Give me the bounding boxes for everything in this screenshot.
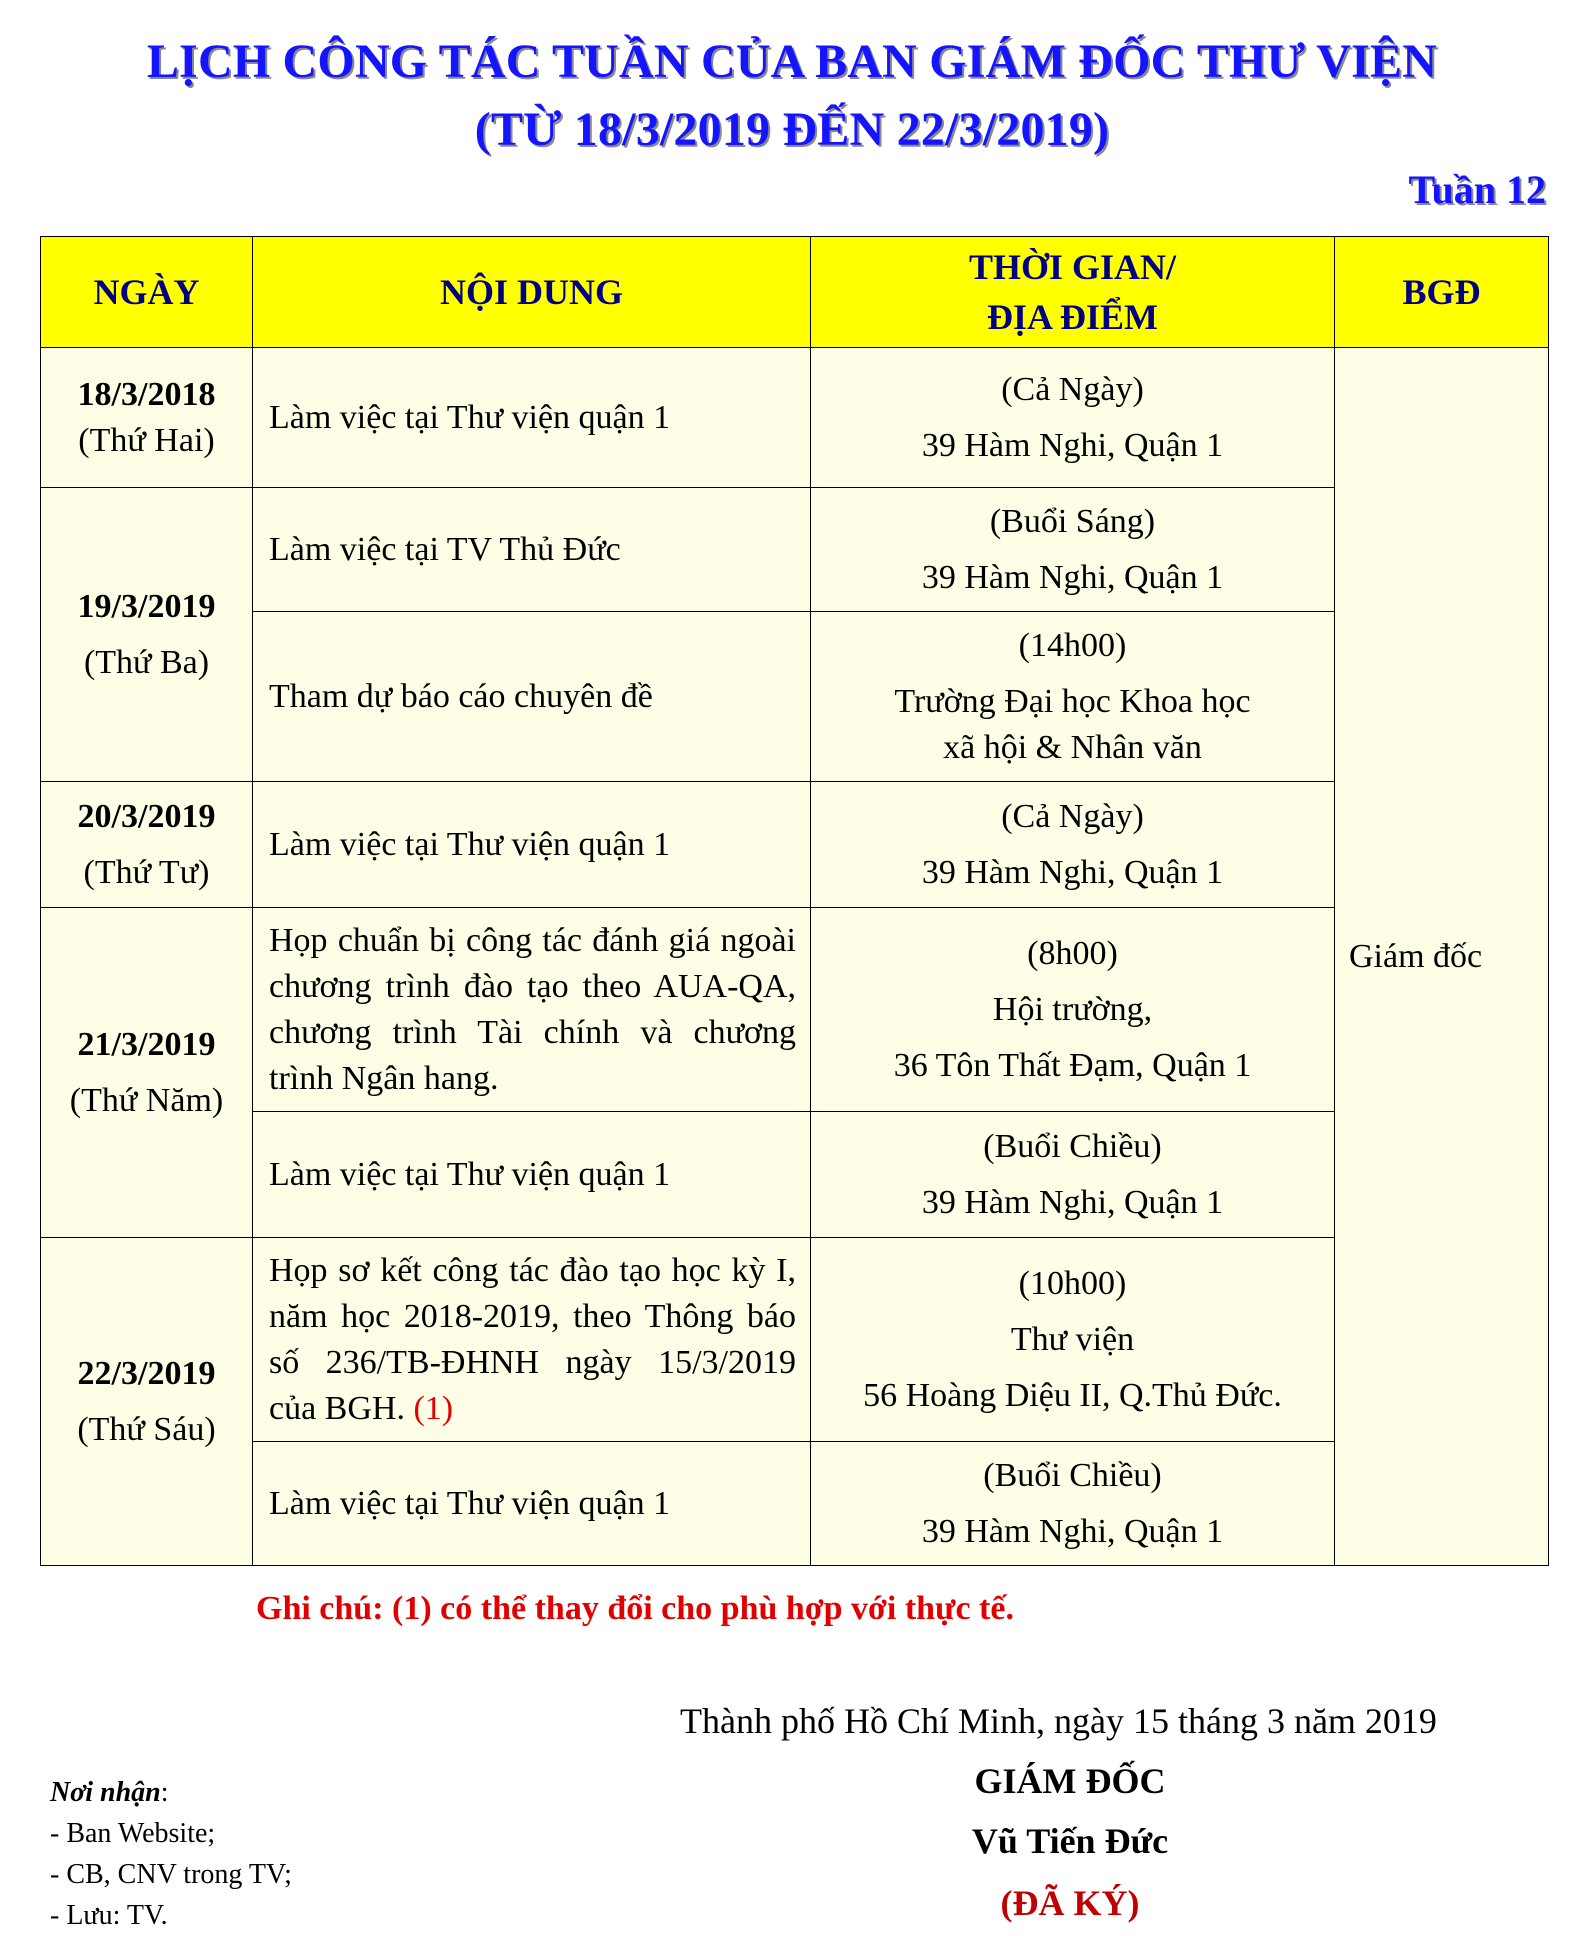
time-place-cell: [811, 488, 1335, 612]
weekday-label: (Thứ Hai): [78, 421, 215, 459]
date-value: 21/3/2019: [77, 1025, 216, 1063]
recipients-block: [50, 1772, 292, 1936]
signature-name: Vũ Tiến Đức: [971, 1821, 1169, 1861]
content-cell: Làm việc tại TV Thủ Đức: [253, 488, 811, 612]
time-place-cell: [811, 908, 1335, 1112]
header-bgd: BGĐ: [1335, 237, 1549, 348]
signature-place-date: Thành phố Hồ Chí Minh, ngày 15 tháng 3 năm 2019: [680, 1701, 1437, 1741]
header-time-line2: ĐỊA ĐIỂM: [986, 297, 1159, 337]
place-value: 39 Hàm Nghi, Quận 1: [921, 1512, 1224, 1550]
place-value: Thư viện: [1010, 1320, 1135, 1358]
table-row: [41, 348, 1549, 488]
week-number: Tuần 12: [1408, 167, 1546, 212]
time-place-cell: [811, 1442, 1335, 1566]
time-value: (Buổi Chiều): [983, 1456, 1162, 1494]
header-time-line1: THỜI GIAN/: [968, 247, 1177, 287]
place-value: 39 Hàm Nghi, Quận 1: [921, 1183, 1224, 1221]
place-value: 39 Hàm Nghi, Quận 1: [921, 426, 1224, 464]
header-content: NỘI DUNG: [253, 237, 811, 348]
signature-status: (ĐÃ KÝ): [1000, 1883, 1140, 1923]
bgd-cell: Giám đốc: [1335, 348, 1549, 1566]
recipient-item: - Ban Website;: [50, 1818, 216, 1849]
content-cell: Làm việc tại Thư viện quận 1: [253, 1112, 811, 1238]
table-row: [41, 1238, 1549, 1442]
content-cell: Họp chuẩn bị công tác đánh giá ngoài chương trình đào tạo theo AUA-QA, chương trình Tài chính và chương trình Ngân hang.: [253, 908, 811, 1112]
weekday-label: (Thứ Ba): [83, 643, 210, 681]
time-place-cell: [811, 1112, 1335, 1238]
weekday-label: (Thứ Sáu): [77, 1410, 216, 1448]
recipients-colon: :: [160, 1777, 169, 1808]
date-cell: [41, 782, 253, 908]
content-cell: [253, 1238, 811, 1442]
date-value: 19/3/2019: [77, 587, 216, 625]
date-cell: [41, 488, 253, 782]
place-value: Hội trường,: [992, 990, 1153, 1028]
table-row: [41, 782, 1549, 908]
place-value: 36 Tôn Thất Đạm, Quận 1: [893, 1046, 1252, 1084]
time-value: (8h00): [1027, 934, 1118, 972]
place-value: 39 Hàm Nghi, Quận 1: [921, 853, 1224, 891]
content-text: Họp sơ kết công tác đào tạo học kỳ I, năm học 2018-2019, theo Thông báo số 236/TB-ĐHNH ngày 15/3/2019 của BGH.: [269, 1251, 796, 1427]
time-value: (14h00): [1018, 626, 1127, 664]
schedule-table: [40, 236, 1549, 1566]
date-value: 18/3/2018: [77, 375, 216, 413]
date-value: 22/3/2019: [77, 1354, 216, 1392]
table-row: [41, 1442, 1549, 1566]
header-date: NGÀY: [41, 237, 253, 348]
weekday-label: (Thứ Năm): [69, 1081, 224, 1119]
time-value: (Buổi Chiều): [983, 1127, 1162, 1165]
document-title: LỊCH CÔNG TÁC TUẦN CỦA BAN GIÁM ĐỐC THƯ VIỆN: [146, 35, 1438, 88]
recipient-item: - Lưu: TV.: [50, 1900, 168, 1931]
recipients-heading: [50, 1772, 292, 1813]
date-cell: [41, 908, 253, 1238]
table-row: [41, 1112, 1549, 1238]
content-cell: Làm việc tại Thư viện quận 1: [253, 348, 811, 488]
header-time-place: [811, 237, 1335, 348]
content-cell: Tham dự báo cáo chuyên đề: [253, 612, 811, 782]
table-header-row: [41, 237, 1549, 348]
time-place-cell: [811, 348, 1335, 488]
date-cell: [41, 348, 253, 488]
place-value: Trường Đại học Khoa học: [894, 682, 1251, 720]
time-place-cell: [811, 1238, 1335, 1442]
document-date-range: (TỪ 18/3/2019 ĐẾN 22/3/2019): [474, 103, 1110, 156]
time-value: (10h00): [1018, 1264, 1127, 1302]
date-value: 20/3/2019: [77, 797, 216, 835]
time-place-cell: [811, 782, 1335, 908]
place-value: 56 Hoàng Diệu II, Q.Thủ Đức.: [863, 1376, 1282, 1414]
table-row: [41, 908, 1549, 1112]
recipient-item: - CB, CNV trong TV;: [50, 1859, 292, 1890]
place-value: 39 Hàm Nghi, Quận 1: [921, 558, 1224, 596]
footnote: Ghi chú: (1) có thể thay đổi cho phù hợp với thực tế.: [256, 1590, 1014, 1627]
footnote-mark: (1): [413, 1389, 454, 1427]
table-row: [41, 488, 1549, 612]
signature-title: GIÁM ĐỐC: [974, 1761, 1166, 1801]
table-row: [41, 612, 1549, 782]
time-place-cell: [811, 612, 1335, 782]
content-cell: Làm việc tại Thư viện quận 1: [253, 1442, 811, 1566]
time-value: (Cả Ngày): [1001, 797, 1144, 835]
time-value: (Cả Ngày): [1001, 370, 1144, 408]
date-cell: [41, 1238, 253, 1566]
recipients-label: Nơi nhận: [50, 1777, 161, 1808]
place-value: xã hội & Nhân văn: [943, 728, 1202, 766]
weekday-label: (Thứ Tư): [83, 853, 210, 891]
time-value: (Buổi Sáng): [989, 502, 1156, 540]
content-cell: Làm việc tại Thư viện quận 1: [253, 782, 811, 908]
